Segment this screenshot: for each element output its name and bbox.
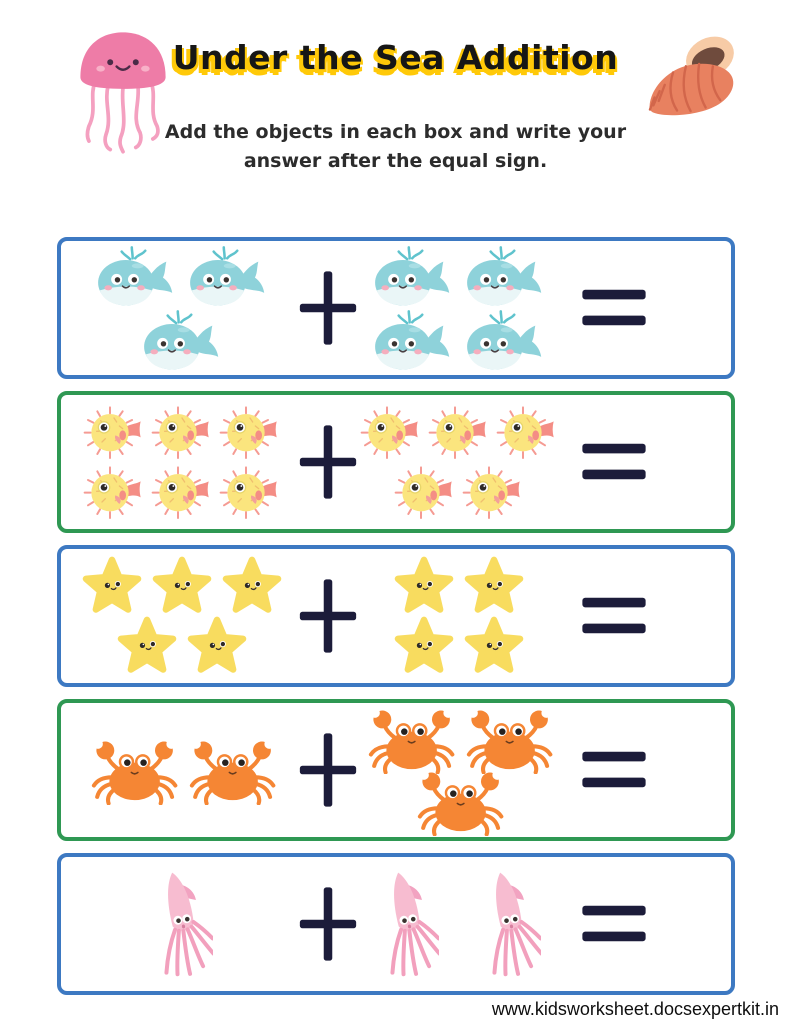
animal-row	[79, 556, 285, 616]
crab-icon	[363, 704, 457, 774]
animal-row	[363, 704, 555, 774]
plus-icon	[299, 420, 357, 504]
problems	[57, 237, 735, 1007]
whale-icon	[184, 244, 272, 308]
equals-sign	[559, 285, 669, 331]
pufferfish-icon	[218, 402, 282, 462]
animal-row	[82, 462, 282, 522]
header	[0, 0, 791, 230]
seashell-icon	[639, 34, 747, 128]
problem-box-pufferfish	[57, 391, 735, 533]
equals-icon	[581, 901, 647, 947]
animal-row	[391, 556, 527, 616]
whale-icon	[92, 244, 180, 308]
left-addend-group	[67, 735, 297, 805]
whale-icon	[138, 308, 226, 372]
problem-box-whale	[57, 237, 735, 379]
answer-space[interactable]	[669, 241, 725, 375]
problem-box-squid	[57, 853, 735, 995]
pufferfish-icon	[150, 462, 214, 522]
animal-row	[359, 402, 559, 462]
equals-icon	[581, 747, 647, 793]
equals-sign	[559, 593, 669, 639]
right-addend-group	[359, 868, 559, 980]
squid-icon	[479, 868, 541, 980]
starfish-icon	[149, 556, 215, 616]
animal-row	[92, 244, 272, 308]
footer-url: www.kidsworksheet.docsexpertkit.in	[491, 999, 779, 1019]
pufferfish-icon	[427, 402, 491, 462]
instructions-line-2: answer after the equal sign.	[243, 150, 548, 173]
pufferfish-icon	[150, 402, 214, 462]
plus-icon	[299, 728, 357, 812]
page-title: Under the Sea Addition	[172, 38, 619, 77]
problem-box-starfish	[57, 545, 735, 687]
whale-icon	[369, 244, 457, 308]
pufferfish-icon	[495, 402, 559, 462]
pufferfish-icon	[218, 462, 282, 522]
starfish-icon	[114, 616, 180, 676]
starfish-icon	[79, 556, 145, 616]
starfish-icon	[461, 556, 527, 616]
crab-icon	[184, 735, 278, 805]
instructions-line-1: Add the objects in each box and write your	[164, 121, 627, 143]
starfish-icon	[391, 616, 457, 676]
animal-row	[114, 616, 250, 676]
equals-sign	[559, 439, 669, 485]
animal-row	[369, 244, 549, 308]
left-addend-group	[67, 868, 297, 980]
crab-icon	[412, 766, 506, 836]
whale-icon	[369, 308, 457, 372]
squid-icon	[377, 868, 439, 980]
right-addend-group	[359, 556, 559, 676]
equals-icon	[581, 439, 647, 485]
plus-icon	[299, 882, 357, 966]
animal-row	[138, 308, 226, 372]
pufferfish-icon	[82, 402, 146, 462]
starfish-icon	[184, 616, 250, 676]
whale-icon	[461, 244, 549, 308]
problem-box-crab	[57, 699, 735, 841]
pufferfish-icon	[82, 462, 146, 522]
pufferfish-icon	[461, 462, 525, 522]
animal-row	[82, 402, 282, 462]
animal-row	[412, 766, 506, 836]
starfish-icon	[391, 556, 457, 616]
animal-row	[377, 868, 541, 980]
starfish-icon	[461, 616, 527, 676]
plus-sign	[297, 266, 359, 350]
answer-space[interactable]	[669, 549, 725, 683]
equals-sign	[559, 901, 669, 947]
left-addend-group	[67, 556, 297, 676]
plus-sign	[297, 420, 359, 504]
answer-space[interactable]	[669, 857, 725, 991]
right-addend-group	[359, 244, 559, 372]
squid-icon	[151, 868, 213, 980]
whale-icon	[461, 308, 549, 372]
instructions	[0, 118, 791, 177]
animal-row	[391, 616, 527, 676]
plus-icon	[299, 266, 357, 350]
animal-row	[86, 735, 278, 805]
starfish-icon	[219, 556, 285, 616]
pufferfish-icon	[393, 462, 457, 522]
animal-row	[369, 308, 549, 372]
crab-icon	[86, 735, 180, 805]
left-addend-group	[67, 244, 297, 372]
plus-sign	[297, 728, 359, 812]
animal-row	[151, 868, 213, 980]
answer-space[interactable]	[669, 703, 725, 837]
plus-sign	[297, 574, 359, 658]
crab-icon	[461, 704, 555, 774]
right-addend-group	[359, 704, 559, 836]
equals-icon	[581, 285, 647, 331]
answer-space[interactable]	[669, 395, 725, 529]
plus-sign	[297, 882, 359, 966]
right-addend-group	[359, 402, 559, 522]
pufferfish-icon	[359, 402, 423, 462]
animal-row	[393, 462, 525, 522]
left-addend-group	[67, 402, 297, 522]
equals-sign	[559, 747, 669, 793]
equals-icon	[581, 593, 647, 639]
plus-icon	[299, 574, 357, 658]
